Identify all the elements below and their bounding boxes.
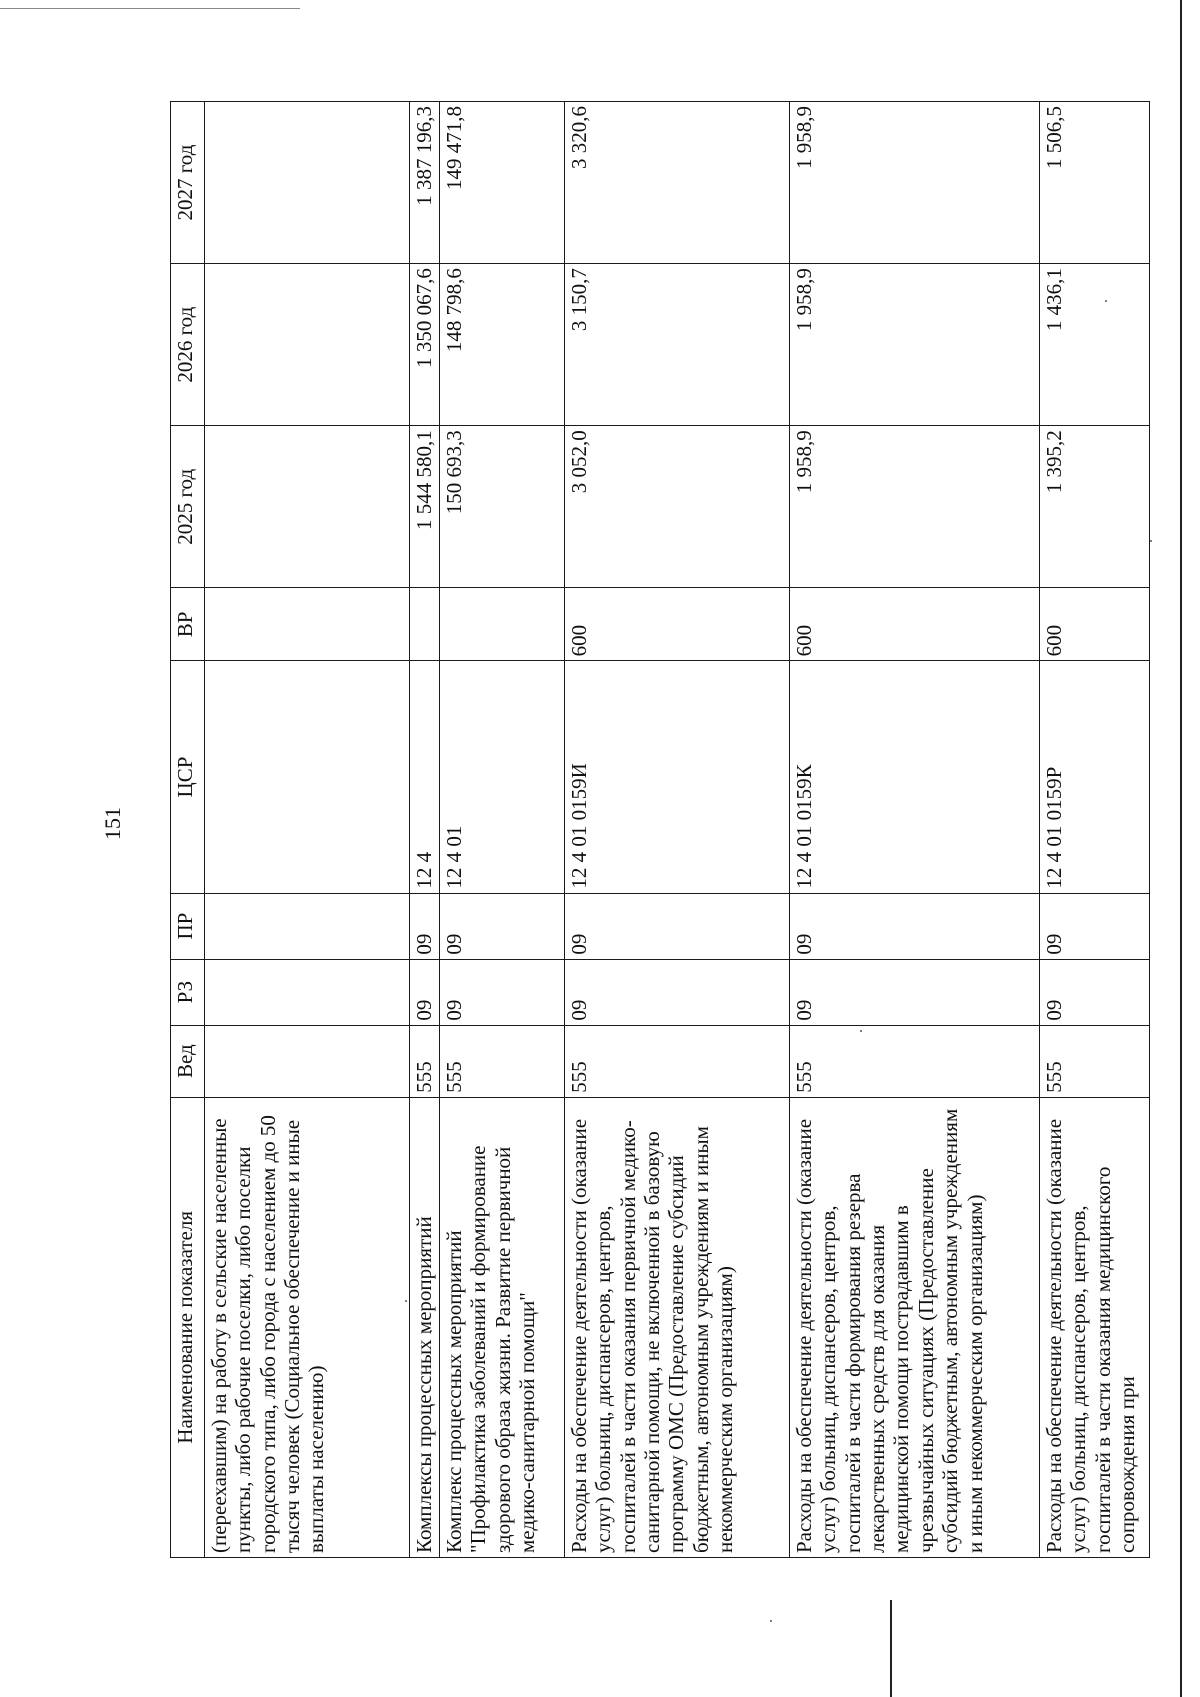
cell-rz: 09	[440, 959, 565, 1025]
header-name: Наименование показателя	[171, 1097, 205, 1557]
cell-name: Расходы на обеспечение деятельности (оказание услуг) больниц, диспансеров, центров, госпиталей в части оказания первичной медико-санитарной помощи, не включенной в базовую программу ОМС (Предоставление субсидий бюджетным, автономным учреждениям и иным некоммерческим организациям)	[565, 1097, 790, 1557]
header-2025: 2025 год	[171, 426, 205, 588]
cell-rz: 09	[410, 959, 440, 1025]
table-header-row	[171, 102, 205, 1558]
cell-2025: 1 544 580,1	[410, 426, 440, 588]
table-row	[440, 102, 565, 1558]
cell-pr: 09	[410, 893, 440, 959]
header-csr: ЦСР	[171, 661, 205, 893]
cell-name: (переехавшим) на работу в сельские населенные пункты, либо рабочие поселки, либо поселки городского типа, либо города с населением до 50 тысяч человек (Социальное обеспечение и иные выплаты населению)	[205, 1097, 410, 1557]
cell-pr: 09	[1040, 893, 1150, 959]
cell-rz: 09	[1040, 959, 1150, 1025]
scan-edge-line	[890, 1600, 892, 1697]
cell-vr	[440, 588, 565, 661]
cell-2027: 1 387 196,3	[410, 102, 440, 264]
cell-rz: 09	[790, 959, 1040, 1025]
cell-2026: 3 150,7	[565, 264, 790, 426]
cell-2025: 1 395,2	[1040, 426, 1150, 588]
cell-pr: 09	[565, 893, 790, 959]
cell-ved: 555	[440, 1025, 565, 1097]
cell-ved: 555	[565, 1025, 790, 1097]
cell-2026: 148 798,6	[440, 264, 565, 426]
cell-2026: 1 350 067,6	[410, 264, 440, 426]
cell-rz	[205, 959, 410, 1025]
cell-2026	[205, 264, 410, 426]
table-row	[205, 102, 410, 1558]
cell-pr: 09	[790, 893, 1040, 959]
cell-2025: 150 693,3	[440, 426, 565, 588]
budget-table	[170, 101, 1150, 1558]
cell-vr: 600	[1040, 588, 1150, 661]
cell-2025	[205, 426, 410, 588]
cell-2027: 1 506,5	[1040, 102, 1150, 264]
header-rz: РЗ	[171, 959, 205, 1025]
cell-ved	[205, 1025, 410, 1097]
scan-speck	[770, 1620, 772, 1622]
cell-csr: 12 4 01 0159И	[565, 661, 790, 893]
cell-ved: 555	[410, 1025, 440, 1097]
cell-csr	[205, 661, 410, 893]
cell-2025: 3 052,0	[565, 426, 790, 588]
table-row	[1040, 102, 1150, 1558]
cell-rz: 09	[565, 959, 790, 1025]
rotated-table-wrapper	[170, 101, 1155, 1558]
header-vr: ВР	[171, 588, 205, 661]
cell-csr: 12 4 01 0159Р	[1040, 661, 1150, 893]
cell-2027: 149 471,8	[440, 102, 565, 264]
cell-2027: 3 320,6	[565, 102, 790, 264]
scan-top-line	[0, 8, 300, 9]
header-ved: Вед	[171, 1025, 205, 1097]
cell-2026: 1 958,9	[790, 264, 1040, 426]
cell-ved: 555	[1040, 1025, 1150, 1097]
cell-vr: 600	[790, 588, 1040, 661]
header-pr: ПР	[171, 893, 205, 959]
table-row	[565, 102, 790, 1558]
cell-name: Комплексы процессных мероприятий	[410, 1097, 440, 1557]
cell-vr	[205, 588, 410, 661]
cell-csr: 12 4 01 0159К	[790, 661, 1040, 893]
cell-ved: 555	[790, 1025, 1040, 1097]
cell-pr: 09	[440, 893, 565, 959]
cell-2026: 1 436,1	[1040, 264, 1150, 426]
table-row	[790, 102, 1040, 1558]
header-2026: 2026 год	[171, 264, 205, 426]
cell-2027: 1 958,9	[790, 102, 1040, 264]
scan-edge-line	[1180, 0, 1182, 1697]
cell-vr	[410, 588, 440, 661]
cell-name: Расходы на обеспечение деятельности (оказание услуг) больниц, диспансеров, центров, госпиталей в части формирования резерва лекарственных средств для оказания медицинской помощи пострадавшим в чрезвычайных ситуациях (Предоставление субсидий бюджетным, автономным учреждениям и иным некоммерческим организациям)	[790, 1097, 1040, 1557]
cell-pr	[205, 893, 410, 959]
cell-vr: 600	[565, 588, 790, 661]
cell-name: Расходы на обеспечение деятельности (оказание услуг) больниц, диспансеров, центров, госпиталей в части оказания медицинского сопровождения при	[1040, 1097, 1150, 1557]
cell-name: Комплекс процессных мероприятий "Профилактика заболеваний и формирование здорового образа жизни. Развитие первичной медико-санитарной помощи"	[440, 1097, 565, 1557]
page-number: 151	[100, 807, 125, 840]
header-2027: 2027 год	[171, 102, 205, 264]
cell-2027	[205, 102, 410, 264]
cell-2025: 1 958,9	[790, 426, 1040, 588]
cell-csr: 12 4	[410, 661, 440, 893]
table-row	[410, 102, 440, 1558]
cell-csr: 12 4 01	[440, 661, 565, 893]
